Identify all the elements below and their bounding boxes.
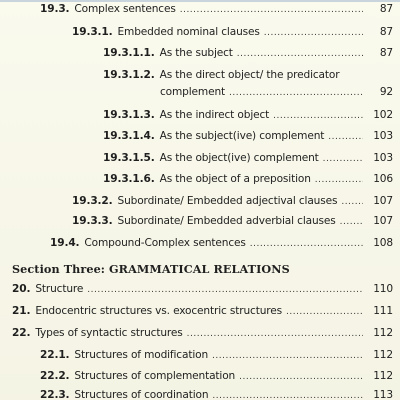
toc-leader-dots [273, 109, 363, 123]
toc-entry[interactable] [40, 369, 393, 384]
toc-entry[interactable] [103, 46, 393, 61]
toc-entry-continuation[interactable] [160, 85, 393, 100]
toc-entry-title: Embedded nominal clauses [117, 26, 260, 38]
toc-entry-title: complement [160, 86, 226, 98]
toc-entry-number: 19.3.1.5. [103, 152, 155, 164]
toc-entry-page: 111 [373, 305, 393, 317]
toc-entry[interactable] [72, 214, 393, 229]
toc-entry-title: As the direct object/ the predicator [159, 69, 340, 81]
toc-entry-number: 19.3.3. [72, 215, 113, 227]
toc-entry-number: 19.3.1.6. [103, 173, 155, 185]
toc-entry-number: 19.3.1.1. [103, 47, 155, 59]
toc-entry-number: 22.3. [40, 389, 70, 400]
toc-entry[interactable] [103, 129, 393, 144]
toc-entry[interactable] [103, 108, 393, 123]
toc-entry-page: 107 [373, 215, 393, 227]
toc-leader-dots [250, 237, 363, 251]
toc-entry-number: 19.3.1. [72, 26, 113, 38]
toc-leader-dots [328, 130, 363, 144]
toc-entry-number: 21. [12, 305, 31, 317]
section-heading: Section Three: GRAMMATICAL RELATIONS [12, 262, 290, 276]
toc-leader-dots [264, 26, 363, 40]
toc-leader-dots [341, 195, 363, 209]
toc-entry-number: 22.1. [40, 349, 70, 361]
toc-leader-dots [340, 215, 363, 229]
toc-entry[interactable] [40, 388, 393, 400]
toc-entry-page: 112 [373, 370, 393, 382]
toc-leader-dots [87, 283, 363, 297]
toc-entry-title: Subordinate/ Embedded adjectival clauses [117, 195, 338, 207]
toc-entry-title: As the indirect object [159, 109, 270, 121]
toc-entry-number: 19.3.1.3. [103, 109, 155, 121]
toc-entry[interactable] [12, 282, 393, 297]
toc-entry-page: 87 [379, 3, 393, 15]
toc-leader-dots [212, 389, 363, 400]
toc-entry-title: Compound-Complex sentences [84, 237, 246, 249]
toc-entry-title: Structure [35, 283, 84, 295]
toc-entry[interactable] [12, 304, 393, 319]
toc-entry-title: Structures of complementation [74, 370, 236, 382]
toc-entry[interactable] [72, 194, 393, 209]
toc-entry-page: 112 [373, 349, 393, 361]
toc-entry[interactable] [103, 172, 393, 187]
toc-entry-title: As the object of a preposition [159, 173, 311, 185]
toc-entry-page: 113 [373, 389, 393, 400]
toc-entry-number: 19.4. [50, 237, 80, 249]
toc-entry-number: 19.3. [40, 3, 70, 15]
toc-entry-page: 92 [379, 86, 393, 98]
toc-entry-page: 110 [373, 283, 393, 295]
toc-entry-title: As the subject(ive) complement [159, 130, 325, 142]
toc-entry-page: 87 [379, 26, 393, 38]
toc-entry-title: Endocentric structures vs. exocentric structures [35, 305, 282, 317]
toc-entry-page: 112 [373, 327, 393, 339]
toc-entry-number: 19.3.1.4. [103, 130, 155, 142]
toc-entry[interactable] [40, 348, 393, 363]
toc-entry-page: 87 [379, 47, 393, 59]
toc-entry-page: 103 [373, 152, 393, 164]
toc-entry-title: As the object(ive) complement [159, 152, 319, 164]
toc-leader-dots [239, 370, 363, 384]
toc-entry[interactable] [103, 151, 393, 166]
toc-entry-page: 106 [373, 173, 393, 185]
toc-leader-dots [286, 305, 363, 319]
toc-leader-dots [323, 152, 363, 166]
toc-entry-title: Structures of coordination [74, 389, 209, 400]
toc-entry-number: 22.2. [40, 370, 70, 382]
toc-leader-dots [180, 3, 363, 17]
toc-entry[interactable] [12, 326, 393, 341]
toc-entry[interactable] [50, 236, 393, 251]
toc-entry-number: 19.3.2. [72, 195, 113, 207]
toc-entry[interactable] [40, 2, 393, 17]
toc-leader-dots [237, 47, 363, 61]
toc-entry-number: 22. [12, 327, 31, 339]
toc-entry-title: Subordinate/ Embedded adverbial clauses [117, 215, 336, 227]
toc-entry-title: Types of syntactic structures [35, 327, 183, 339]
toc-entry-title: As the subject [159, 47, 233, 59]
toc-entry-number: 19.3.1.2. [103, 69, 155, 81]
toc-entry-number: 20. [12, 283, 31, 295]
toc-entry-title: Complex sentences [74, 3, 176, 15]
toc-entry-page: 103 [373, 130, 393, 142]
toc-entry-page: 108 [373, 237, 393, 249]
toc-leader-dots [187, 327, 363, 341]
toc-leader-dots [212, 349, 363, 363]
toc-leader-dots [229, 86, 363, 100]
toc-entry-page: 107 [373, 195, 393, 207]
toc-leader-dots [315, 173, 363, 187]
toc-entry-page: 102 [373, 109, 393, 121]
toc-entry-title: Structures of modification [74, 349, 209, 361]
toc-entry[interactable] [72, 25, 393, 40]
toc-entry[interactable] [103, 68, 339, 82]
